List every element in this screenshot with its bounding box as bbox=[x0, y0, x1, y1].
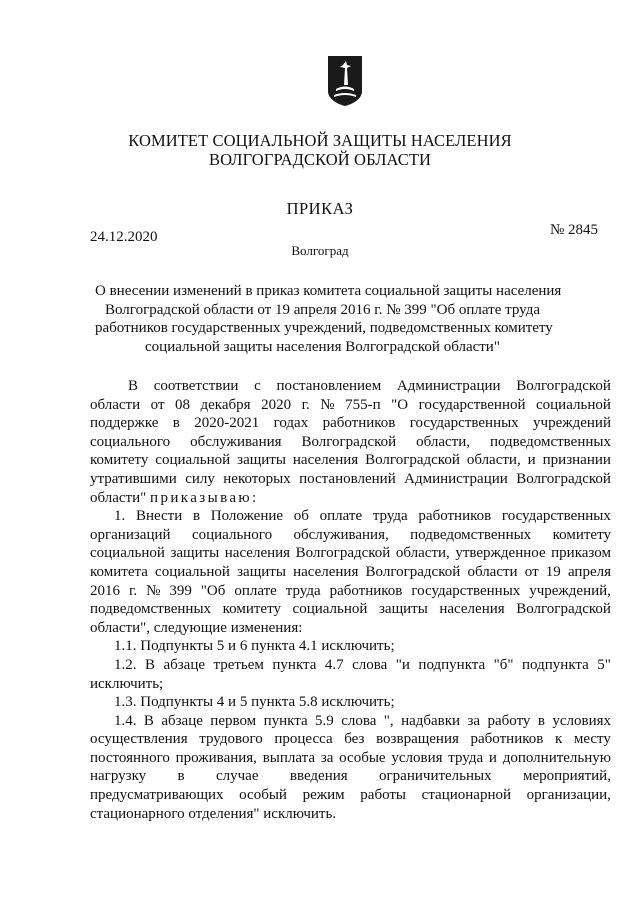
word: "б" bbox=[493, 656, 514, 673]
paragraph-line: области", следующие изменения: bbox=[90, 619, 303, 636]
word: Волгоградской bbox=[516, 470, 611, 487]
word: об bbox=[293, 508, 309, 525]
word: комитету bbox=[552, 526, 611, 543]
list-item bbox=[90, 656, 611, 675]
list-item bbox=[90, 712, 611, 731]
word: абзаце bbox=[163, 656, 206, 673]
paragraph-line bbox=[90, 563, 611, 582]
list-item-continuation bbox=[90, 767, 611, 786]
paragraph-line bbox=[90, 433, 611, 452]
word: признании bbox=[542, 452, 611, 469]
word: 19 bbox=[545, 563, 561, 580]
word: Положение bbox=[210, 508, 284, 525]
list-item-continuation bbox=[90, 749, 611, 768]
word: месту bbox=[573, 731, 611, 748]
word: защиты bbox=[170, 545, 220, 562]
word: государственных bbox=[409, 415, 519, 432]
word: области, bbox=[416, 433, 471, 450]
word: в bbox=[537, 712, 545, 729]
word: комитета bbox=[90, 563, 148, 580]
word: процесса bbox=[274, 731, 333, 748]
word: оплате bbox=[234, 582, 277, 599]
word: Волгоградской bbox=[301, 433, 397, 450]
word: 5.9 bbox=[315, 712, 334, 729]
word: условия bbox=[391, 749, 443, 766]
word: В bbox=[144, 656, 155, 673]
word: защиты bbox=[237, 563, 286, 580]
word: выплата bbox=[262, 749, 316, 766]
word: пункта bbox=[263, 712, 308, 729]
word: населения bbox=[224, 545, 291, 562]
word: трудового bbox=[199, 731, 263, 748]
word: утвержденное bbox=[455, 545, 546, 562]
word: надбавки bbox=[401, 712, 461, 729]
subject-line: Волгоградской области от 19 апреля 2016 г. № 399 "Об оплате труда bbox=[105, 301, 540, 318]
word: области, bbox=[466, 452, 521, 469]
coat-of-arms-icon bbox=[327, 55, 363, 107]
paragraph-line bbox=[90, 507, 611, 526]
word: труда bbox=[372, 508, 408, 525]
word: обслуживания bbox=[190, 433, 282, 450]
word: декабря bbox=[200, 396, 251, 413]
word: "и bbox=[395, 656, 410, 673]
word: соответствии bbox=[153, 378, 239, 394]
word: подведомственных bbox=[90, 601, 212, 618]
document-type: ПРИКАЗ bbox=[286, 199, 354, 218]
word: г. bbox=[301, 396, 310, 413]
document-subject bbox=[95, 282, 562, 356]
paragraph-line bbox=[90, 544, 611, 563]
word: населения bbox=[292, 452, 359, 469]
subject-line: работников государственных учреждений, подведомственных комитету bbox=[95, 320, 553, 336]
word: труда bbox=[448, 749, 484, 766]
word: осуществления bbox=[90, 731, 188, 748]
word: 2020 bbox=[261, 396, 292, 413]
word: режим bbox=[302, 787, 345, 804]
word: оплате bbox=[319, 508, 363, 525]
word: и bbox=[488, 749, 497, 766]
word: ограничительных bbox=[379, 768, 492, 785]
word: подведомственных bbox=[410, 526, 532, 543]
word: № bbox=[146, 582, 161, 599]
word: годах bbox=[273, 415, 309, 432]
list-item-continuation bbox=[90, 786, 611, 805]
word: Волгоградской bbox=[516, 601, 611, 618]
word: работников bbox=[470, 731, 544, 748]
word: работы bbox=[360, 787, 407, 804]
paragraph-line bbox=[90, 377, 611, 396]
word: учреждений bbox=[533, 415, 611, 432]
word: 399 bbox=[169, 582, 192, 599]
word: 2020-2021 bbox=[194, 415, 260, 432]
word: в bbox=[177, 768, 185, 785]
word: к bbox=[554, 731, 563, 748]
word: подпункта bbox=[522, 656, 589, 673]
word: Администрации bbox=[396, 378, 501, 394]
word: апреля bbox=[567, 563, 611, 580]
word: первом bbox=[210, 712, 257, 729]
word: без bbox=[344, 731, 365, 748]
word: 5" bbox=[597, 656, 611, 673]
word: в bbox=[172, 415, 180, 432]
paragraph-line bbox=[90, 396, 611, 415]
word: особые bbox=[339, 749, 386, 766]
paragraph-line bbox=[90, 414, 611, 433]
word: третьем bbox=[213, 656, 264, 673]
word: 1. bbox=[114, 508, 126, 525]
word: Волгоградской bbox=[365, 452, 460, 469]
word: мероприятий, bbox=[523, 768, 611, 785]
word: подпункта bbox=[418, 656, 486, 673]
list-item-continuation: исключить; bbox=[90, 675, 164, 692]
paragraph-line bbox=[90, 582, 611, 601]
word: случае bbox=[215, 768, 259, 785]
word: слова bbox=[341, 712, 377, 729]
word: силу bbox=[185, 470, 215, 487]
word: стационарной bbox=[421, 787, 512, 804]
paragraph-line bbox=[90, 470, 611, 489]
word: работников bbox=[418, 508, 492, 525]
word: Волгоградской bbox=[365, 563, 461, 580]
paragraph-line bbox=[90, 526, 611, 545]
word: с bbox=[254, 378, 261, 394]
word: постоянного bbox=[90, 749, 170, 766]
word: 1.4. bbox=[114, 712, 137, 729]
word: социальной bbox=[155, 563, 230, 580]
word: 2016 bbox=[90, 582, 120, 599]
word: утратившими bbox=[90, 470, 177, 487]
word: абзаце bbox=[161, 712, 203, 729]
word: 4.7 bbox=[324, 656, 344, 673]
word: социальной bbox=[90, 545, 165, 562]
word: особый bbox=[239, 787, 287, 804]
word: проживания, bbox=[175, 749, 257, 766]
word: Администрации bbox=[404, 470, 508, 487]
word: и bbox=[527, 452, 536, 469]
word: постановлением bbox=[276, 378, 382, 394]
paragraph-text: области" bbox=[90, 489, 147, 506]
list-item-continuation bbox=[90, 730, 611, 749]
word: организации, bbox=[526, 787, 611, 804]
word: за bbox=[467, 712, 481, 729]
word: В bbox=[128, 378, 139, 394]
word: Волгоградской bbox=[516, 378, 611, 394]
word: "О bbox=[391, 396, 409, 413]
order-keyword: приказываю: bbox=[150, 489, 259, 506]
word: № bbox=[320, 396, 335, 413]
word: Внести bbox=[135, 508, 183, 525]
word: работников bbox=[329, 582, 403, 599]
subject-line: О внесении изменений в приказ комитета социальной защиты населения bbox=[95, 283, 562, 299]
word: 755-п bbox=[345, 396, 381, 413]
word: защиты bbox=[237, 452, 286, 469]
word: поддержке bbox=[90, 415, 159, 432]
paragraph-line bbox=[90, 600, 611, 619]
document-body bbox=[90, 377, 611, 823]
document-date: 24.12.2020 bbox=[90, 229, 158, 245]
word: дополнительную bbox=[502, 749, 611, 766]
word: области bbox=[467, 563, 518, 580]
paragraph-line bbox=[90, 451, 611, 470]
word: государственных bbox=[501, 508, 611, 525]
word: учреждений, bbox=[529, 582, 611, 599]
word: труда bbox=[285, 582, 321, 599]
word: г. bbox=[128, 582, 138, 599]
word: пункта bbox=[272, 656, 317, 673]
word: от bbox=[150, 396, 165, 413]
word: обслуживания, bbox=[293, 526, 389, 543]
word: области, bbox=[395, 545, 450, 562]
word: в bbox=[192, 508, 201, 525]
word: 1.2. bbox=[114, 656, 137, 673]
list-item-continuation: стационарного отделения" исключить. bbox=[90, 805, 337, 822]
document-city: Волгоград bbox=[291, 243, 349, 258]
list-item: 1.3. Подпункты 4 и 5 пункта 5.8 исключить; bbox=[114, 694, 395, 711]
word: В bbox=[143, 712, 154, 729]
word: защиты bbox=[379, 601, 428, 618]
word: от bbox=[524, 563, 539, 580]
word: комитету bbox=[222, 601, 281, 618]
word: социальной bbox=[536, 396, 611, 413]
word: слова bbox=[352, 656, 388, 673]
org-name-line2: ВОЛГОГРАДСКОЙ ОБЛАСТИ bbox=[208, 150, 432, 169]
word: за bbox=[320, 749, 334, 766]
word: государственных bbox=[411, 582, 521, 599]
word: области bbox=[90, 396, 141, 413]
word: "Об bbox=[200, 582, 226, 599]
word: социальной bbox=[292, 601, 368, 618]
org-name-line1: КОМИТЕТ СОЦИАЛЬНОЙ ЗАЩИТЫ НАСЕЛЕНИЯ bbox=[128, 131, 512, 150]
word: предусматривающих bbox=[90, 787, 224, 804]
word: приказом bbox=[551, 545, 611, 562]
word: организаций bbox=[90, 526, 171, 543]
word: 08 bbox=[175, 396, 191, 413]
word: ", bbox=[383, 712, 394, 729]
document-number: № 2845 bbox=[549, 222, 598, 238]
word: возвращения bbox=[376, 731, 459, 748]
word: государственной bbox=[418, 396, 526, 413]
word: социального bbox=[191, 526, 273, 543]
word: работников bbox=[322, 415, 396, 432]
word: социального bbox=[90, 433, 171, 450]
subject-line: социальной защиты населения Волгоградской области" bbox=[145, 338, 500, 355]
list-item: 1.1. Подпункты 5 и 6 пункта 4.1 исключить; bbox=[114, 638, 395, 655]
word: подведомственных bbox=[489, 433, 611, 450]
word: нагрузку bbox=[90, 768, 147, 785]
word: комитету bbox=[90, 452, 149, 469]
word: Волгоградской bbox=[295, 545, 391, 562]
word: населения bbox=[439, 601, 505, 618]
paragraph-line bbox=[90, 489, 611, 508]
word: работу bbox=[487, 712, 531, 729]
word: населения bbox=[293, 563, 359, 580]
word: социальной bbox=[155, 452, 231, 469]
word: введения bbox=[289, 768, 348, 785]
word: постановлений bbox=[299, 470, 396, 487]
word: некоторых bbox=[223, 470, 291, 487]
word: условиях bbox=[552, 712, 611, 729]
